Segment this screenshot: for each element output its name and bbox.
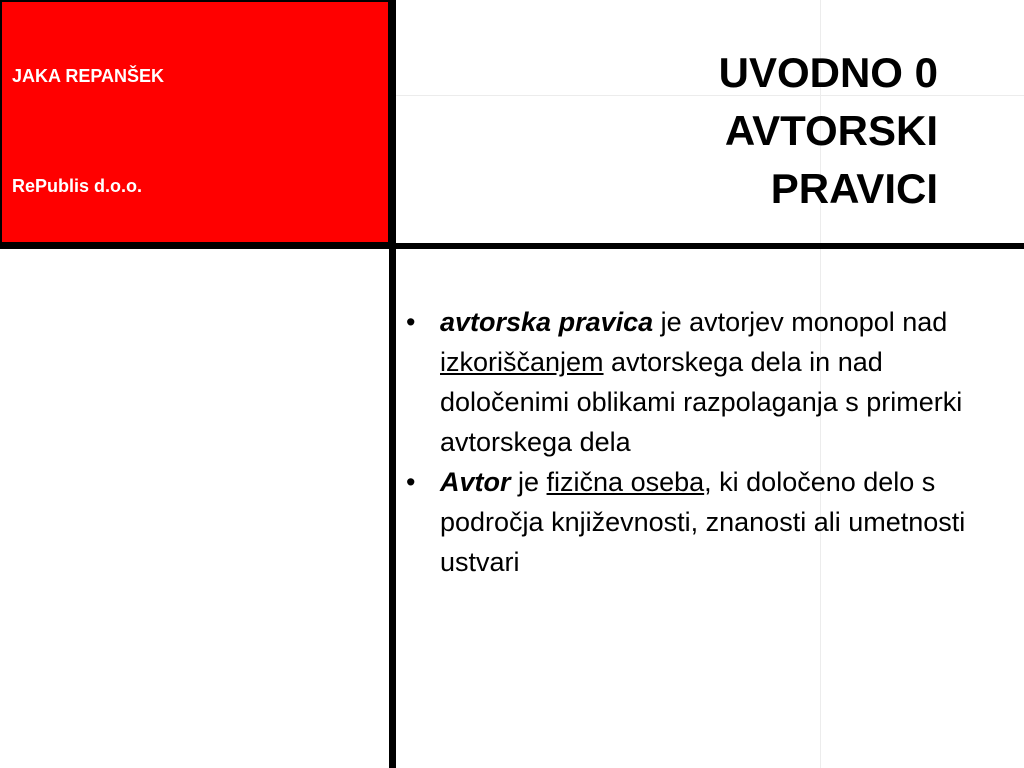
bullet-text: je avtorjev monopol nad <box>653 307 948 337</box>
bullet-marker: • <box>406 307 416 337</box>
bullet-term: avtorska pravica <box>440 307 654 337</box>
bullet-item-copyright <box>402 302 1002 462</box>
bullet-link-natural-person[interactable]: fizična oseba <box>546 467 705 497</box>
horizontal-divider <box>0 243 1024 249</box>
bullet-term: Avtor <box>440 467 511 497</box>
slide-title-line-3: PRAVICI <box>770 165 938 212</box>
company-name: RePublis d.o.o. <box>12 176 143 196</box>
slide-title <box>719 44 938 218</box>
slide-title-line-2: AVTORSKI <box>724 107 938 154</box>
vertical-divider <box>389 0 396 768</box>
bullet-list <box>402 302 1002 582</box>
slide-title-line-1: UVODNO 0 <box>718 49 938 96</box>
bullet-text: avtorskega dela in nad določenimi oblikami razpolaganja s primerki avtorskega dela <box>440 347 963 457</box>
bullet-item-author <box>402 462 1002 582</box>
author-name: JAKA REPANŠEK <box>12 66 165 86</box>
bullet-link-exploitation[interactable]: izkoriščanjem <box>440 347 604 377</box>
bullet-text: , ki določeno delo s področja književnosti, znanosti ali umetnosti ustvari <box>440 467 966 577</box>
bullet-text: je <box>510 467 547 497</box>
bullet-marker: • <box>406 467 416 497</box>
author-panel <box>0 0 390 244</box>
